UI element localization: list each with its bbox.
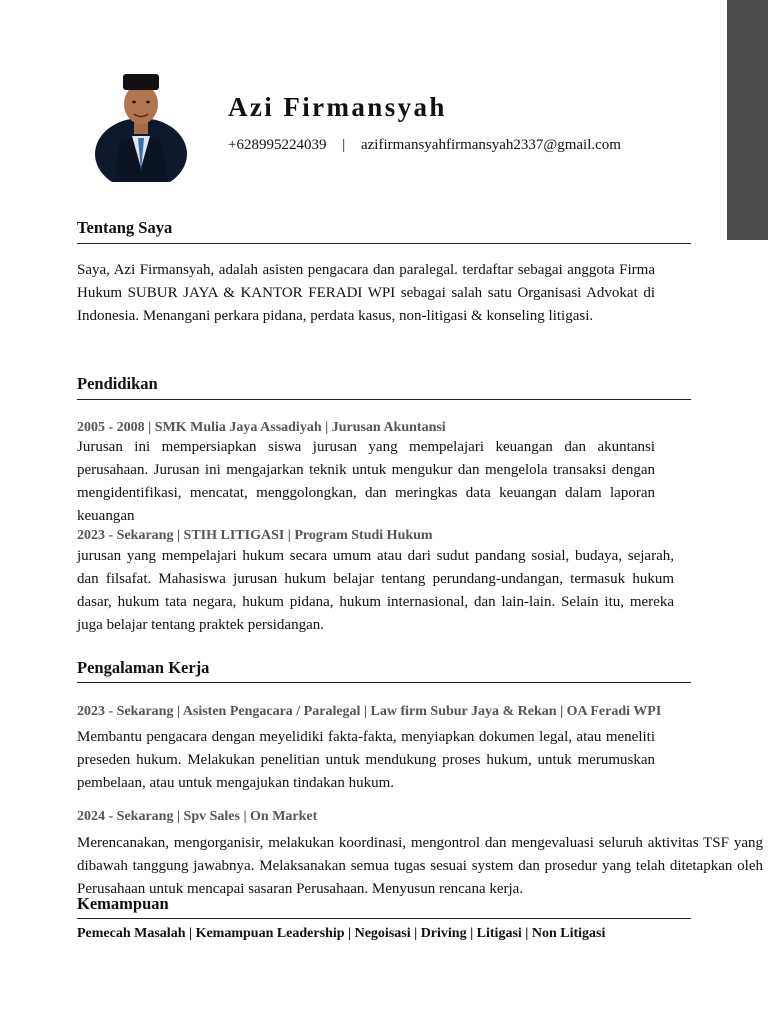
- education-item-text: Jurusan ini mempersiapkan siswa jurusan yang mempelajari keuangan dan akuntansi perusahaan. Jurusan ini mengajarkan teknik untuk mengukur dan mengelola transaksi dengan mengidentifikasi, mencatat, menggolongkan, dan meringkas data keuangan dalam laporan keuangan: [77, 439, 655, 524]
- phone-number: +628995224039: [228, 137, 327, 153]
- contact-line: [228, 137, 621, 154]
- experience-divider: [77, 682, 691, 683]
- candidate-name: Azi Firmansyah: [228, 92, 447, 122]
- experience-item-text: Membantu pengacara dengan meyelidiki fakta-fakta, menyiapkan dokumen legal, atau meneliti preseden hukum. Melakukan penelitian untuk mendukung proses hukum, untuk merumuskan pembelaan, atau untuk mengajukan tindakan hukum.: [77, 729, 655, 791]
- experience-item-text: Merencanakan, mengorganisir, melakukan koordinasi, mengontrol dan mengevaluasi seluruh aktivitas TSF yang dibawah tanggung jawabnya. Melaksanakan semua tugas sesuai system dan prosedur yang telah ditetapkan oleh Perusahaan untuk mencapai sasaran Perusahaan. Menyusun rencana kerja.: [77, 835, 763, 897]
- about-text: Saya, Azi Firmansyah, adalah asisten pengacara dan paralegal. terdaftar sebagai anggota Firma Hukum SUBUR JAYA & KANTOR FERADI WPI sebagai salah satu Organisasi Advokat di Indonesia. Menangani perkara pidana, perdata kasus, non-litigasi & konseling litigasi.: [77, 262, 655, 324]
- skills-divider: [77, 918, 691, 919]
- about-divider: [77, 243, 691, 244]
- education-item-heading: 2023 - Sekarang | STIH LITIGASI | Program Studi Hukum: [77, 528, 433, 543]
- profile-photo: [94, 72, 188, 182]
- about-heading: Tentang Saya: [77, 218, 173, 237]
- education-item-heading: 2005 - 2008 | SMK Mulia Jaya Assadiyah | Jurusan Akuntansi: [77, 420, 446, 435]
- skills-heading: Kemampuan: [77, 894, 169, 913]
- education-divider: [77, 399, 691, 400]
- experience-item-heading: 2023 - Sekarang | Asisten Pengacara / Paralegal | Law firm Subur Jaya & Rekan | OA Feradi WPI: [77, 704, 662, 719]
- skills-list: Pemecah Masalah | Kemampuan Leadership | Negoisasi | Driving | Litigasi | Non Litigasi: [77, 926, 606, 941]
- education-heading: Pendidikan: [77, 374, 158, 393]
- side-accent-bar: [727, 0, 768, 240]
- contact-separator: |: [342, 137, 346, 153]
- education-item-text: jurusan yang mempelajari hukum secara umum atau dari sudut pandang sosial, budaya, sejarah, dan filsafat. Mahasiswa jurusan hukum belajar tentang perundang-undangan, termasuk hukum dasar, hukum tata negara, hukum pidana, hukum internasional, dan lain-lain. Selain itu, mereka juga belajar tentang praktek persidangan.: [77, 548, 674, 633]
- experience-item-heading: 2024 - Sekarang | Spv Sales | On Market: [77, 809, 318, 824]
- experience-heading: Pengalaman Kerja: [77, 658, 210, 677]
- email-address: azifirmansyahfirmansyah2337@gmail.com: [360, 137, 621, 153]
